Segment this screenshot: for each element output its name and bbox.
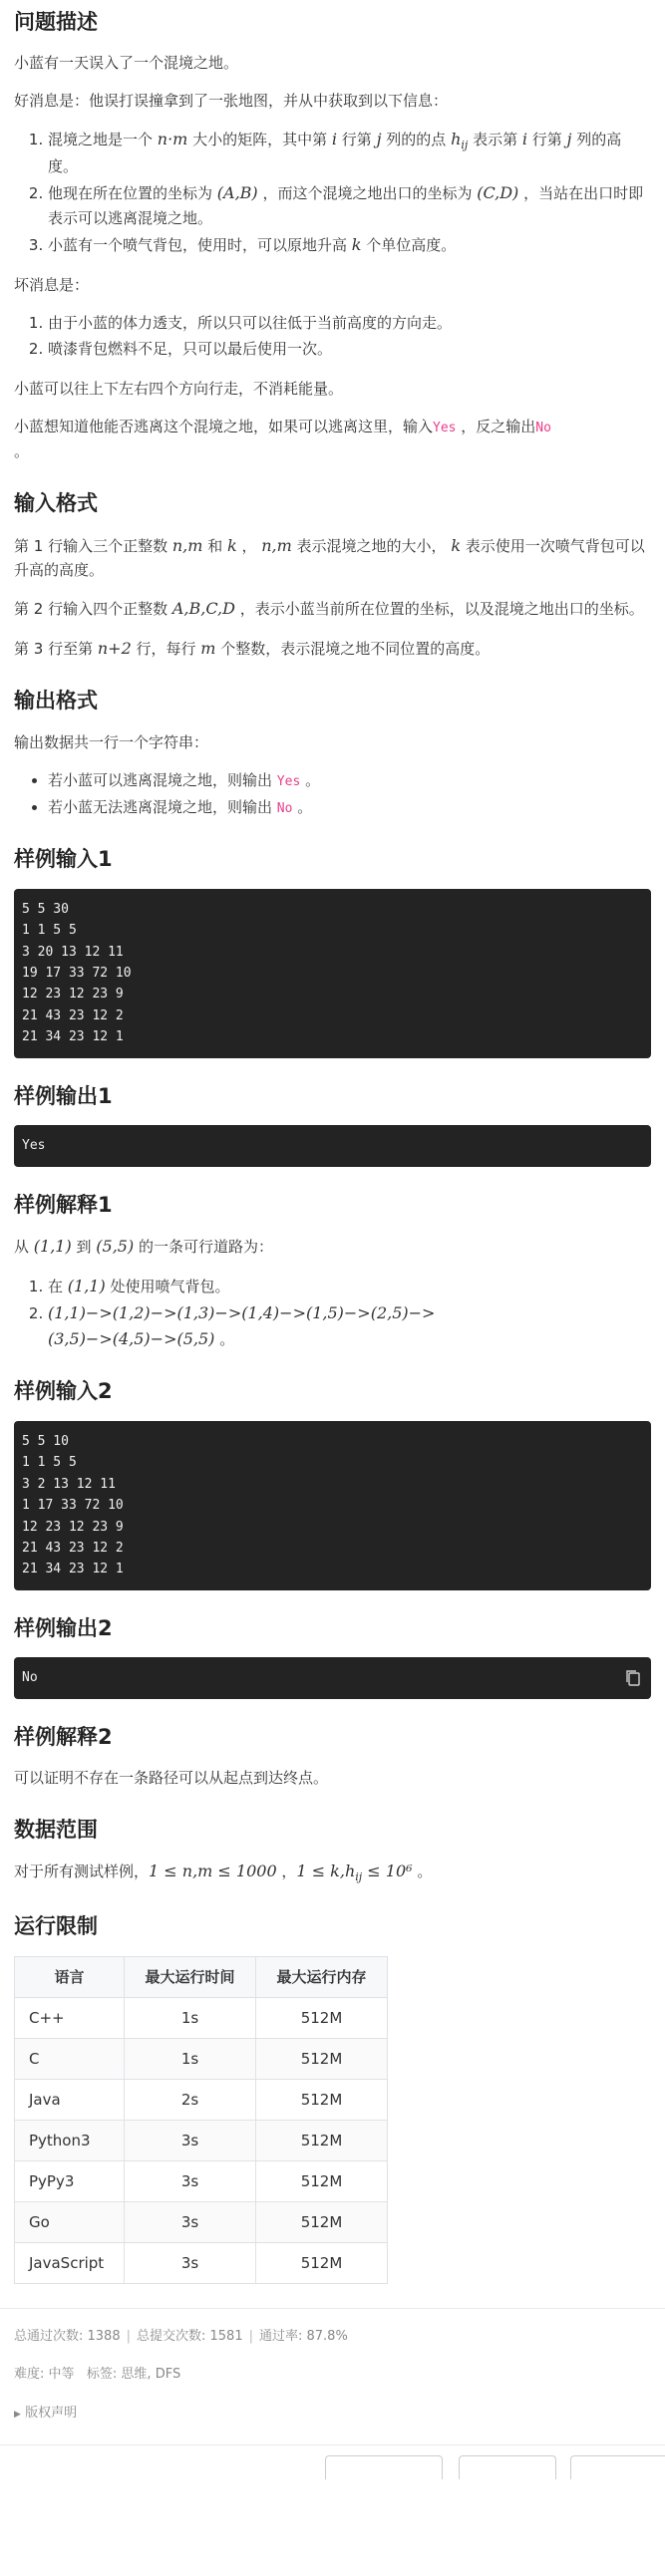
- table-row: Python3 3s 512M: [15, 2120, 388, 2160]
- input-line-1: 第 1 行输入三个正整数 n,m 和 k ， n,m 表示混境之地的大小， k 表示使用一次喷气背包可以升高的高度。: [14, 535, 645, 580]
- bad-news-list: [14, 311, 651, 361]
- question: 小蓝想知道他能否逃离这个混境之地，如果可以逃离这里，输入Yes ，反之输出No 。: [14, 418, 551, 461]
- limits-header-lang: 语言: [15, 1956, 125, 1997]
- bottom-button-1[interactable]: [325, 2455, 443, 2479]
- stat-total-pass: 总通过次数: 1388: [14, 2328, 121, 2344]
- sample-output-2-code[interactable]: [14, 1657, 651, 1698]
- limits-title: 运行限制: [14, 1914, 98, 1939]
- table-row: Java 2s 512M: [15, 2079, 388, 2120]
- section-explain-2: [14, 1723, 651, 1790]
- bad-news-item: 1. 由于小蓝的体力透支，所以只可以往低于当前高度的方向走。: [48, 311, 651, 335]
- sample-input-1-title: 样例输入1: [14, 847, 113, 872]
- table-row: C++ 1s 512M: [15, 1997, 388, 2038]
- difficulty: 难度: 中等: [14, 2367, 75, 2383]
- explain-1-step: 2. (1,1)−>(1,2)−>(1,3)−>(1,4)−>(1,5)−>(2,5)−> (3,5)−>(4,5)−>(5,5) 。: [48, 1300, 651, 1351]
- good-news-item: 1. 混境之地是一个 n·m 大小的矩阵，其中第 i 行第 j 列的的点 $h_{ij}$ 表示第 i 行第 j 列的高度。: [48, 127, 651, 178]
- input-line-3: 第 3 行至第 n+2 行，每行 m 个整数，表示混境之地不同位置的高度。: [14, 638, 491, 658]
- explain-1-step: 1. 在 (1,1) 处使用喷气背包。: [48, 1274, 651, 1299]
- section-description: [14, 8, 651, 463]
- copy-icon[interactable]: [625, 1669, 641, 1687]
- description-title: 问题描述: [14, 10, 98, 34]
- output-item: • 若小蓝无法逃离混境之地，则输出 No 。: [48, 795, 651, 820]
- section-range: [14, 1816, 651, 1886]
- bottom-bar: [0, 2444, 665, 2474]
- table-row: C 1s 512M: [15, 2038, 388, 2079]
- limits-table: [14, 1956, 388, 2284]
- input-format-title: 输入格式: [14, 491, 98, 516]
- copyright-label: 版权声明: [25, 2406, 78, 2422]
- section-explain-1: [14, 1191, 651, 1352]
- limits-header-row: [15, 1956, 388, 1997]
- problem-meta: [14, 2365, 651, 2386]
- good-news-item: 2. 他现在所在位置的坐标为 (A,B) ，而这个混境之地出口的坐标为 (C,D) ，当站在出口时即表示可以逃离混境之地。: [48, 180, 651, 230]
- bottom-button-2[interactable]: [459, 2455, 556, 2479]
- range-text: 对于所有测试样例，1 ≤ n,m ≤ 1000 ，$1 \le k,h_{ij} \le 10^6$ 。: [14, 1861, 433, 1884]
- bad-news-intro: 坏消息是：: [14, 276, 90, 295]
- no-code: No: [535, 421, 551, 436]
- yes-code: Yes: [433, 421, 457, 436]
- stat-pass-rate: 通过率: 87.8%: [259, 2328, 348, 2344]
- section-output-format: [14, 687, 651, 819]
- limits-header-time: 最大运行时间: [125, 1956, 256, 1997]
- copyright-toggle[interactable]: [14, 2404, 651, 2425]
- output-item: • 若小蓝可以逃离混境之地，则输出 Yes 。: [48, 768, 651, 793]
- stat-total-submit: 总提交次数: 1581: [137, 2328, 243, 2344]
- output-list: [14, 768, 651, 820]
- triangle-right-icon: ▶: [14, 2410, 21, 2421]
- output-intro: 输出数据共一行一个字符串：: [14, 732, 209, 751]
- range-title: 数据范围: [14, 1818, 98, 1843]
- explain-2-text: 可以证明不存在一条路径可以从起点到达终点。: [14, 1769, 329, 1788]
- sample-output-2-text: No: [22, 1670, 38, 1686]
- output-format-title: 输出格式: [14, 689, 98, 714]
- table-row: JavaScript 3s 512M: [15, 2242, 388, 2283]
- section-input-format: [14, 489, 651, 661]
- explain-1-intro: 从 (1,1) 到 (5,5) 的一条可行道路为：: [14, 1236, 273, 1256]
- explain-1-title: 样例解释1: [14, 1192, 113, 1217]
- table-row: PyPy3 3s 512M: [15, 2160, 388, 2201]
- move-rule: 小蓝可以往上下左右四个方向行走，不消耗能量。: [14, 380, 344, 399]
- sample-output-1-title: 样例输出1: [14, 1083, 113, 1108]
- description-intro: 小蓝有一天误入了一个混境之地。: [14, 54, 239, 73]
- good-news-intro: 好消息是：他误打误撞拿到了一张地图，并从中获取到以下信息：: [14, 92, 449, 111]
- sample-input-1-code[interactable]: 5 5 30 1 1 5 5 3 20 13 12 11 19 17 33 72 10 12 23 12 23 9 21 43 23 12 2 21 34 23 12 1: [14, 889, 651, 1058]
- good-news-list: [14, 127, 651, 257]
- input-line-2: 第 2 行输入四个正整数 A,B,C,D ，表示小蓝当前所在位置的坐标，以及混境之地出口的坐标。: [14, 599, 644, 619]
- bottom-button-3[interactable]: [570, 2455, 665, 2479]
- bad-news-item: 2. 喷漆背包燃料不足，只可以最后使用一次。: [48, 337, 651, 361]
- limits-header-mem: 最大运行内存: [256, 1956, 388, 1997]
- sample-input-2-title: 样例输入2: [14, 1379, 113, 1404]
- sample-input-2-code[interactable]: 5 5 10 1 1 5 5 3 2 13 12 11 1 17 33 72 10 12 23 12 23 9 21 43 23 12 2 21 34 23 12 1: [14, 1421, 651, 1590]
- submission-stats: 总通过次数: 1388 | 总提交次数: 1581 | 通过率: 87.8%: [14, 2328, 348, 2344]
- table-row: Go 3s 512M: [15, 2201, 388, 2242]
- divider: [0, 2308, 665, 2309]
- good-news-item: 3. 小蓝有一个喷气背包，使用时，可以原地升高 k 个单位高度。: [48, 232, 651, 258]
- tags: 标签: 思维, DFS: [86, 2367, 181, 2383]
- sample-output-2-title: 样例输出2: [14, 1615, 113, 1640]
- explain-1-steps: [14, 1274, 651, 1352]
- explain-2-title: 样例解释2: [14, 1724, 113, 1749]
- sample-output-1-code[interactable]: Yes: [14, 1125, 651, 1166]
